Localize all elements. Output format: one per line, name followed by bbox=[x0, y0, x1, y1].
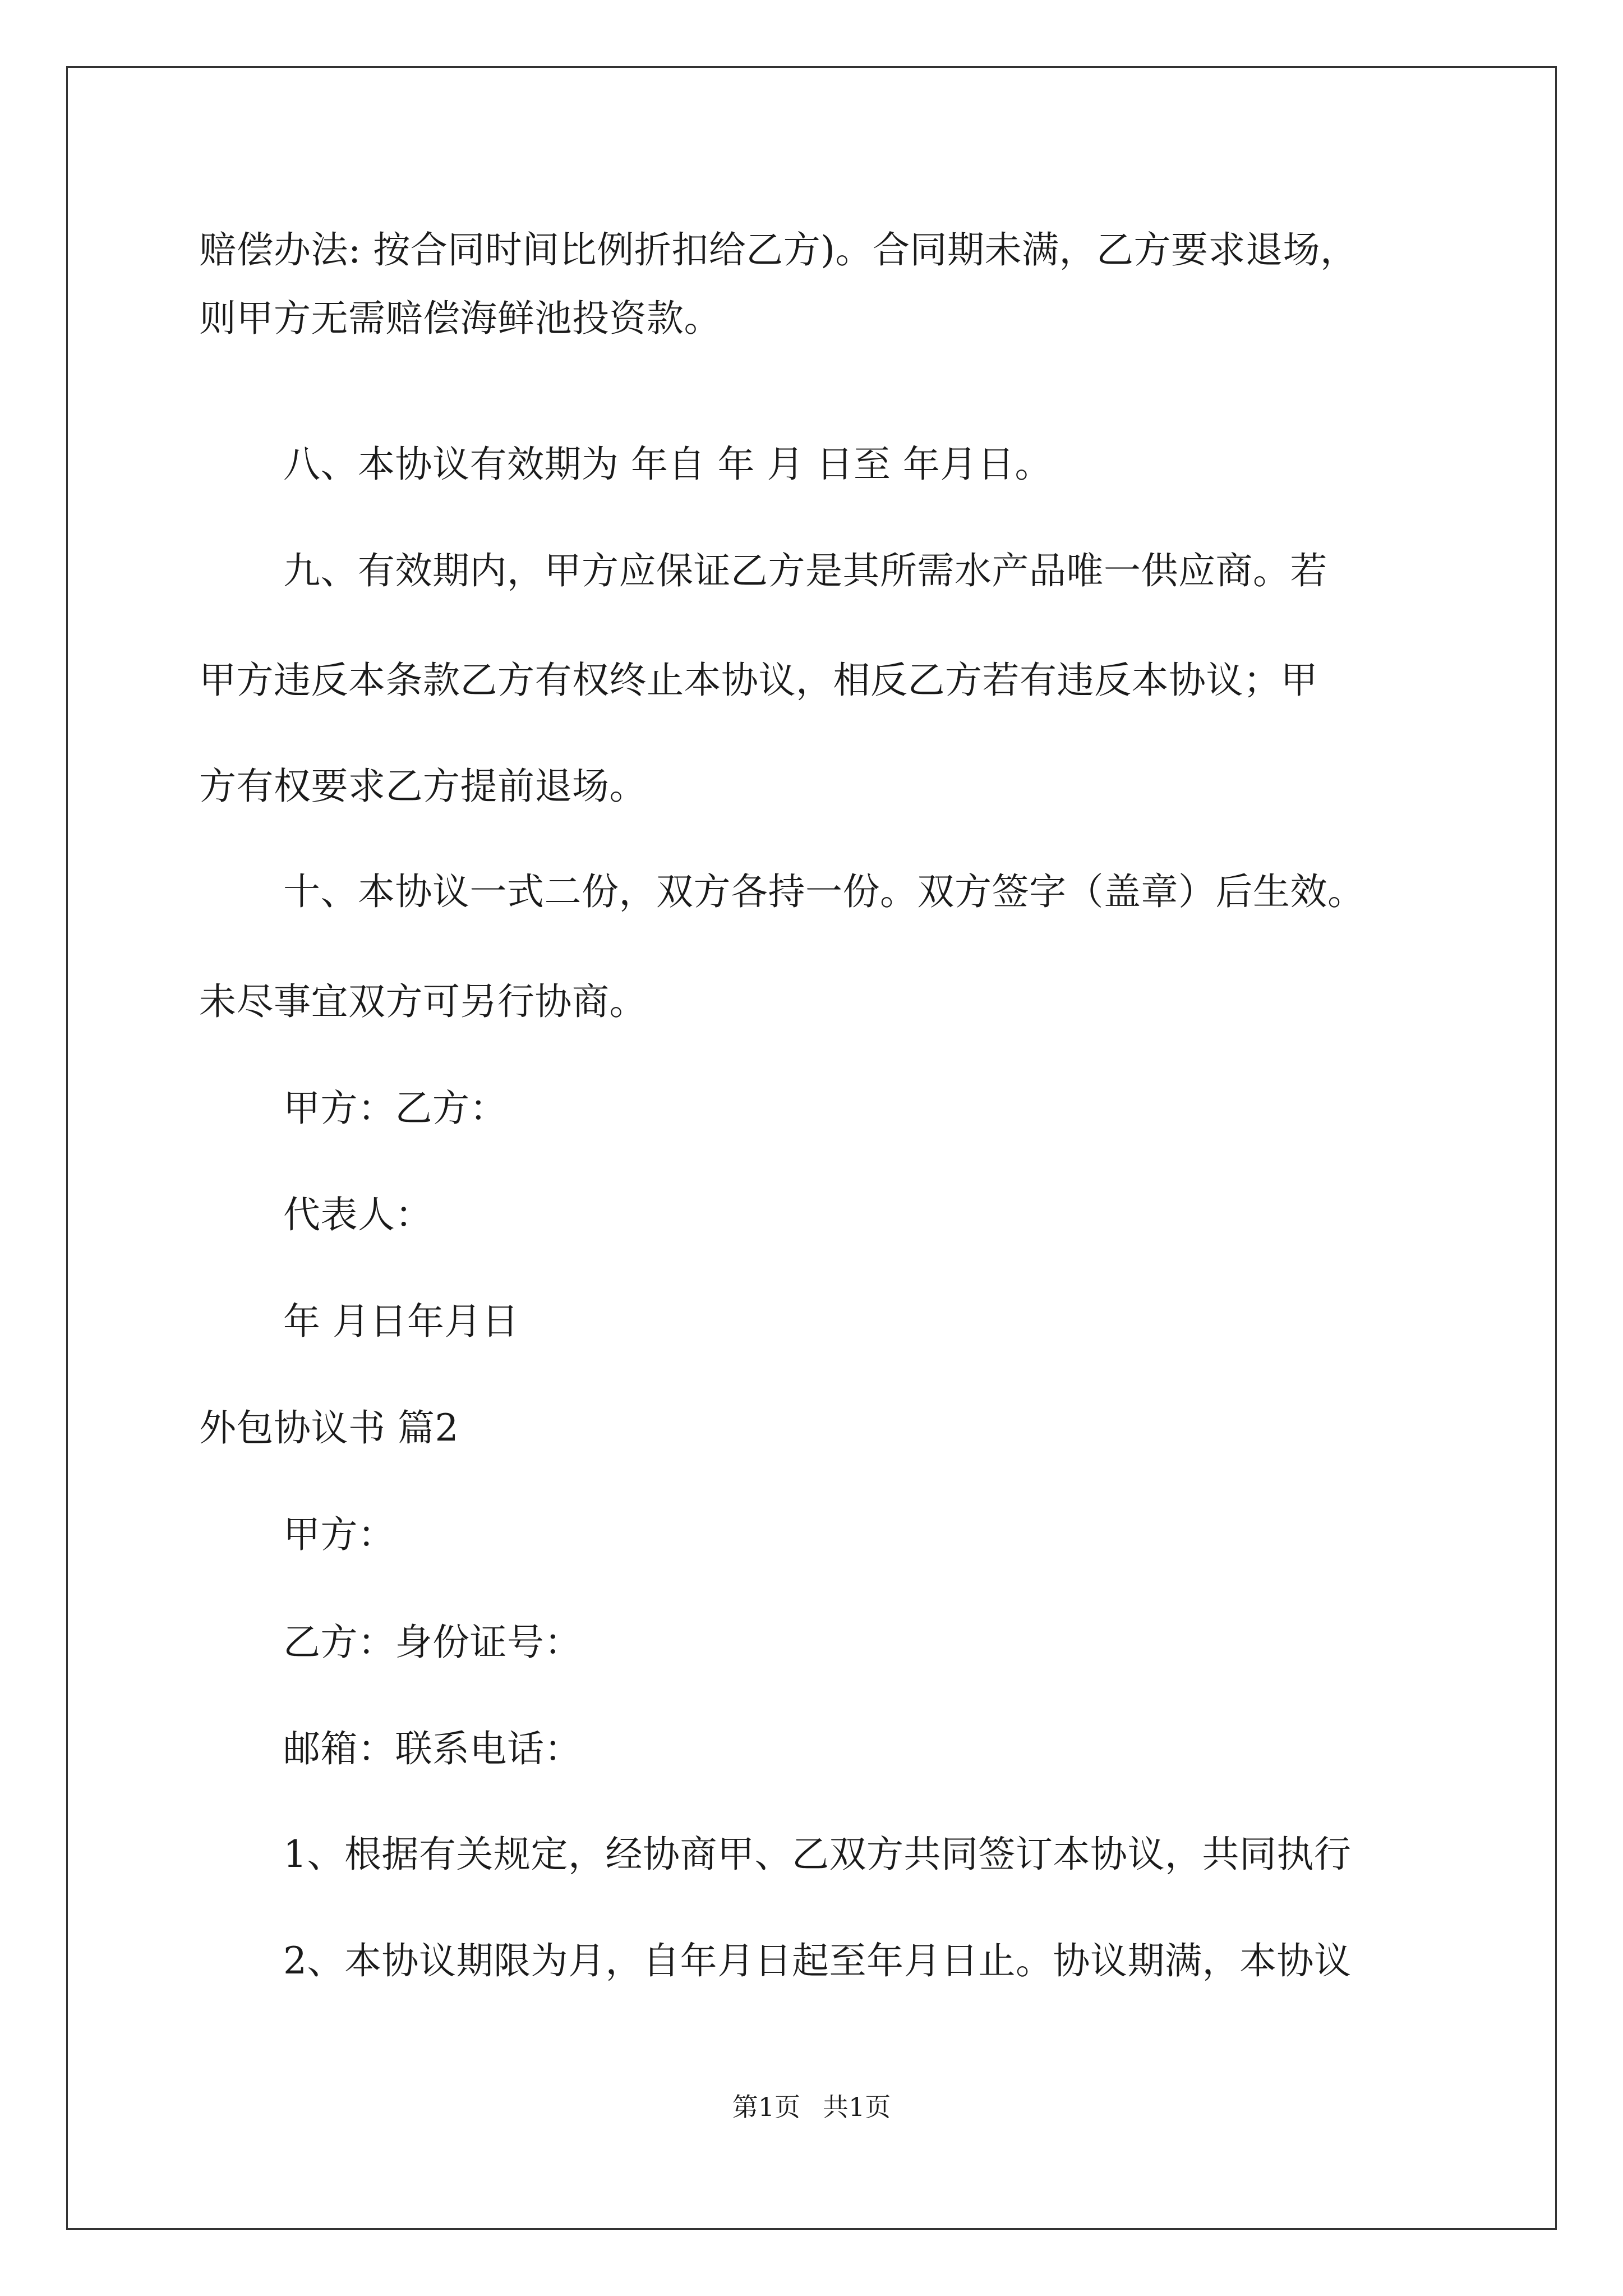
item-1: 1、根据有关规定，经协商甲、乙双方共同签订本协议，共同执行 bbox=[283, 1833, 1352, 1876]
party-b-id-label: 乙方：身份证号： bbox=[283, 1621, 582, 1664]
party-a-label: 甲方： bbox=[283, 1513, 395, 1556]
text-line-6: 方有权要求乙方提前退场。 bbox=[199, 765, 647, 808]
page-number: 第1页 bbox=[732, 2092, 800, 2122]
text-line-2: 则甲方无需赔偿海鲜池投资款。 bbox=[199, 297, 721, 340]
text-line-8: 未尽事宜双方可另行协商。 bbox=[199, 980, 647, 1023]
clause-10: 十、本协议一式二份，双方各持一份。双方签字（盖章）后生效。 bbox=[283, 870, 1365, 913]
page-total: 共1页 bbox=[823, 2092, 891, 2122]
clause-8: 八、本协议有效期为 年自 年 月 日至 年月日。 bbox=[283, 443, 1052, 486]
contact-label: 邮箱：联系电话： bbox=[283, 1727, 582, 1770]
date-line: 年 月日年月日 bbox=[283, 1300, 519, 1343]
page-border bbox=[66, 66, 1557, 2230]
representative-label: 代表人： bbox=[283, 1193, 432, 1236]
text-line-1: 赔偿办法: 按合同时间比例折扣给乙方)。合同期未满，乙方要求退场， bbox=[199, 228, 1358, 272]
clause-9: 九、有效期内，甲方应保证乙方是其所需水产品唯一供应商。若 bbox=[283, 549, 1327, 592]
text-line-5: 甲方违反本条款乙方有权终止本协议，相反乙方若有违反本协议；甲 bbox=[199, 659, 1318, 702]
section-heading: 外包协议书 篇2 bbox=[199, 1406, 459, 1450]
page-footer bbox=[0, 2091, 1623, 2123]
party-labels: 甲方：乙方： bbox=[283, 1087, 507, 1130]
item-2: 2、本协议期限为月，自年月日起至年月日止。协议期满，本协议 bbox=[283, 1939, 1352, 1982]
